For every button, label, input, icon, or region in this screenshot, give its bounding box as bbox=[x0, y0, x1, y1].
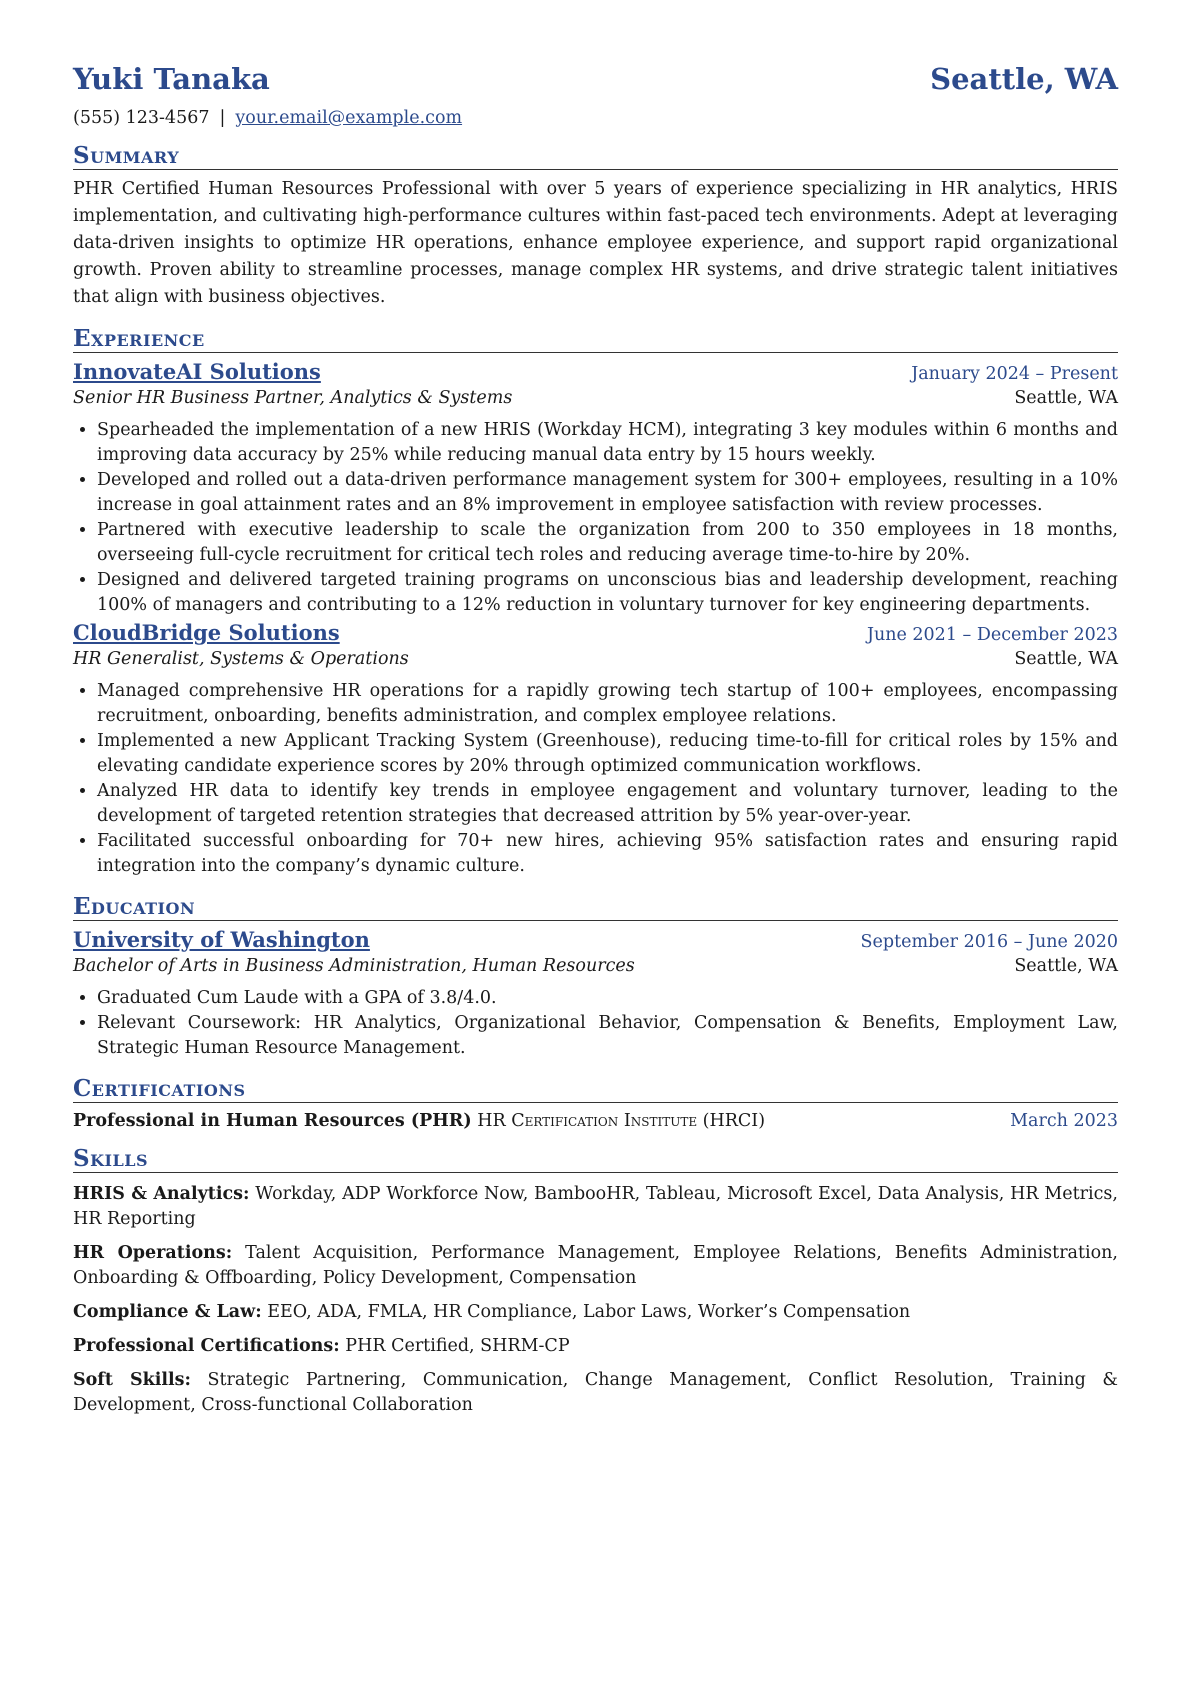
bullet-item: • Designed and delivered targeted training programs on unconscious bias and leadership development, reaching 100% of managers and contributing to a 12% reduction in voluntary turnover for key engineering departments. bbox=[97, 568, 1118, 618]
candidate-name: Yuki Tanaka bbox=[73, 62, 270, 96]
section-title-certifications: Certifications bbox=[73, 1076, 1118, 1103]
summary-text: PHR Certified Human Resources Professional with over 5 years of experience specializing in HR analytics, HRIS implementation, and cultivating high-performance cultures within fast-paced tech environments. Adept at leveraging data-driven insights to optimize HR operations, enhance employee experience, and support rapid organizational growth. Proven ability to streamline processes, manage complex HR systems, and drive strategic talent initiatives that align with business objectives. bbox=[73, 179, 1118, 307]
company-link[interactable]: CloudBridge Solutions bbox=[73, 620, 340, 645]
section-title-experience: Experience bbox=[73, 326, 1118, 353]
skill-row bbox=[73, 1241, 1118, 1291]
job-bullets bbox=[73, 679, 1118, 879]
skill-label: Compliance & Law: bbox=[73, 1302, 262, 1322]
skill-label: Professional Certifications: bbox=[73, 1336, 340, 1356]
job-entry bbox=[73, 620, 1118, 879]
candidate-location: Seattle, WA bbox=[930, 62, 1118, 96]
education-entry bbox=[73, 927, 1118, 1061]
skill-row bbox=[73, 1368, 1118, 1418]
skill-value: PHR Certified, SHRM-CP bbox=[345, 1336, 570, 1356]
contact-line bbox=[73, 108, 1118, 128]
skill-value: EEO, ADA, FMLA, HR Compliance, Labor Laws, Worker’s Compensation bbox=[267, 1302, 911, 1322]
resume-header bbox=[73, 62, 1118, 96]
school-link[interactable]: University of Washington bbox=[73, 927, 370, 952]
contact-separator: | bbox=[219, 108, 226, 128]
job-location: Seattle, WA bbox=[1014, 649, 1118, 669]
bullet-item: • Spearheaded the implementation of a new HRIS (Workday HCM), integrating 3 key modules within 6 months and improving data accuracy by 25% while reducing manual data entry by 15 hours weekly. bbox=[97, 418, 1118, 468]
skill-value: Talent Acquisition, Performance Management, Employee Relations, Benefits Administration, Onboarding & Offboarding, Policy Development, Compensation bbox=[73, 1243, 1118, 1288]
section-title-education: Education bbox=[73, 894, 1118, 921]
skill-value: Workday, ADP Workforce Now, BambooHR, Tableau, Microsoft Excel, Data Analysis, HR Metrics, HR Reporting bbox=[73, 1184, 1118, 1229]
bullet-item: • Facilitated successful onboarding for 70+ new hires, achieving 95% satisfaction rates and ensuring rapid integration into the company’s dynamic culture. bbox=[97, 829, 1118, 879]
skill-row bbox=[73, 1182, 1118, 1232]
job-bullets bbox=[73, 418, 1118, 618]
skill-label: HRIS & Analytics: bbox=[73, 1184, 250, 1204]
skill-label: HR Operations: bbox=[73, 1243, 233, 1263]
certification-issuer: HR Certification Institute (HRCI) bbox=[477, 1111, 766, 1131]
job-role: Senior HR Business Partner, Analytics & Systems bbox=[73, 388, 513, 408]
bullet-item: • Analyzed HR data to identify key trends in employee engagement and voluntary turnover, leading to the development of targeted retention strategies that decreased attrition by 5% year-over-year. bbox=[97, 779, 1118, 829]
education-dates: September 2016 – June 2020 bbox=[860, 932, 1118, 952]
section-title-skills: Skills bbox=[73, 1146, 1118, 1173]
skill-row bbox=[73, 1300, 1118, 1325]
certification-date: March 2023 bbox=[1010, 1111, 1118, 1131]
certification-row bbox=[73, 1111, 1118, 1131]
bullet-item: • Implemented a new Applicant Tracking System (Greenhouse), reducing time-to-fill for critical roles by 15% and elevating candidate experience scores by 20% through optimized communication workflows. bbox=[97, 729, 1118, 779]
job-role: HR Generalist, Systems & Operations bbox=[73, 649, 409, 669]
education-bullets bbox=[73, 986, 1118, 1061]
bullet-item: • Graduated Cum Laude with a GPA of 3.8/4.0. bbox=[97, 986, 1118, 1011]
company-link[interactable]: InnovateAI Solutions bbox=[73, 359, 321, 384]
email-link[interactable]: your.email@example.com bbox=[235, 108, 463, 128]
job-dates: January 2024 – Present bbox=[911, 364, 1118, 384]
degree: Bachelor of Arts in Business Administration, Human Resources bbox=[73, 956, 635, 976]
section-title-summary: Summary bbox=[73, 143, 1118, 170]
bullet-item: • Developed and rolled out a data-driven performance management system for 300+ employees, resulting in a 10% increase in goal attainment rates and an 8% improvement in employee satisfaction with review processes. bbox=[97, 468, 1118, 518]
phone-number: (555) 123-4567 bbox=[73, 108, 210, 128]
job-location: Seattle, WA bbox=[1014, 388, 1118, 408]
certification-name: Professional in Human Resources (PHR) bbox=[73, 1111, 472, 1131]
job-entry bbox=[73, 359, 1118, 618]
skill-value: Strategic Partnering, Communication, Change Management, Conflict Resolution, Training & Development, Cross-functional Collaboration bbox=[73, 1370, 1118, 1415]
bullet-item: • Managed comprehensive HR operations for a rapidly growing tech startup of 100+ employees, encompassing recruitment, onboarding, benefits administration, and complex employee relations. bbox=[97, 679, 1118, 729]
bullet-item: • Relevant Coursework: HR Analytics, Organizational Behavior, Compensation & Benefits, Employment Law, Strategic Human Resource Management. bbox=[97, 1011, 1118, 1061]
bullet-item: • Partnered with executive leadership to scale the organization from 200 to 350 employees in 18 months, overseeing full-cycle recruitment for critical tech roles and reducing average time-to-hire by 20%. bbox=[97, 518, 1118, 568]
skill-row bbox=[73, 1334, 1118, 1359]
job-dates: June 2021 – December 2023 bbox=[866, 625, 1118, 645]
skill-label: Soft Skills: bbox=[73, 1370, 191, 1390]
education-location: Seattle, WA bbox=[1014, 956, 1118, 976]
